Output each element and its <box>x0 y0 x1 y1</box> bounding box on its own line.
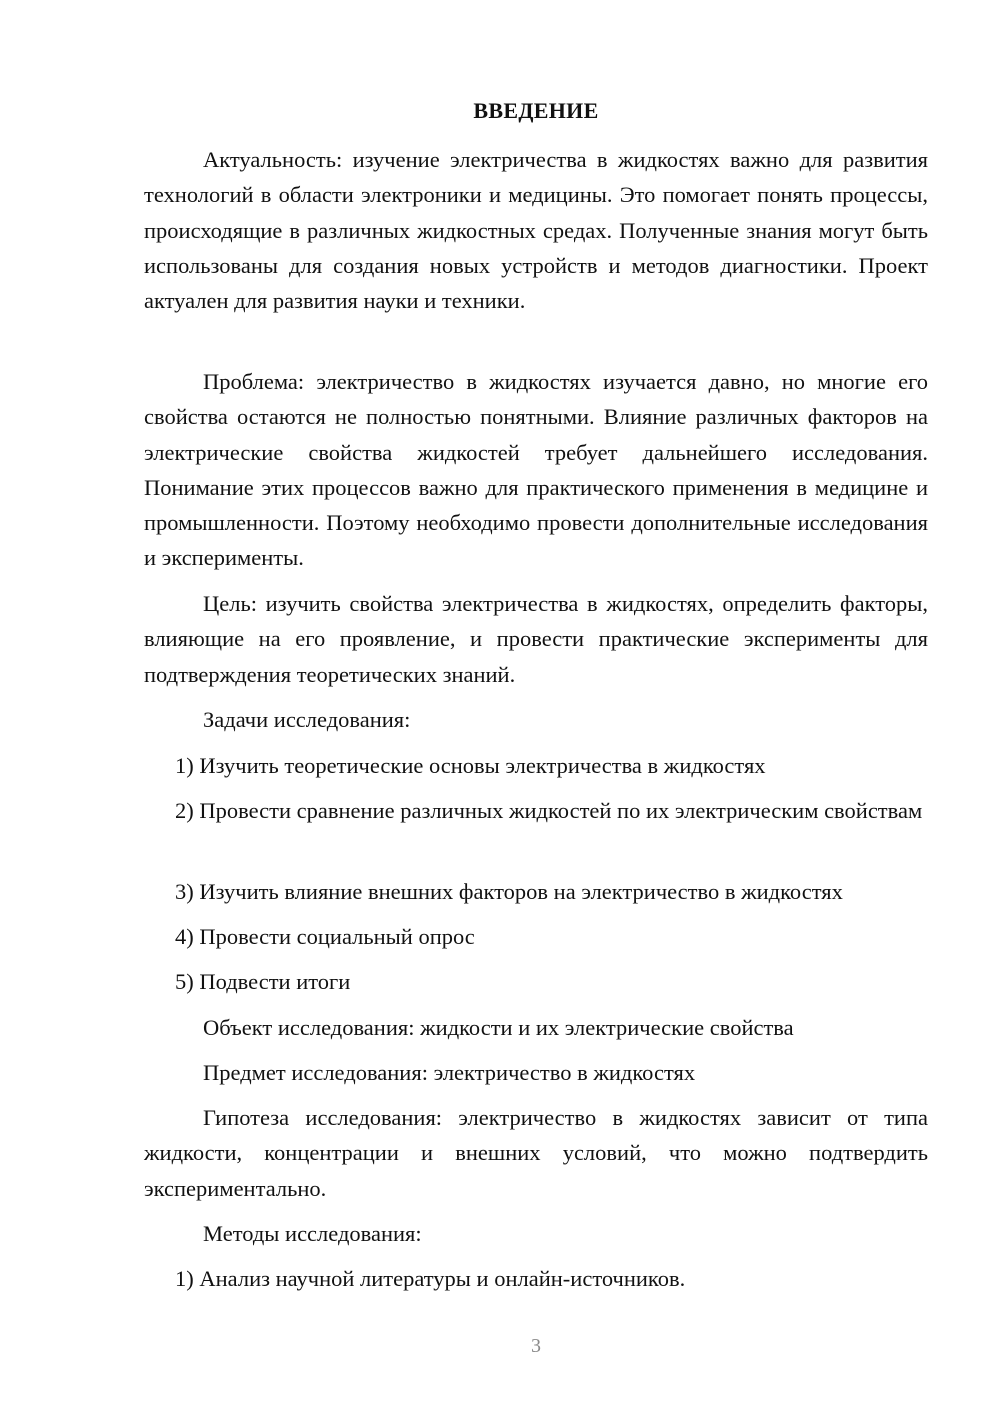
relevance-paragraph: Актуальность: изучение электричества в жидкостях важно для развития технологий в области электроники и медицины. Это помогает понять процессы, происходящие в различных жидкостных средах. Полученные знания могут быть использованы для создания новых устройств и методов диагностики. Проект актуален для развития науки и техники. <box>144 147 928 314</box>
hypothesis-paragraph: Гипотеза исследования: электричество в жидкостях зависит от типа жидкости, концентрации и внешних условий, что можно подтвердить экспериментально. <box>144 1105 928 1201</box>
task-item-4: 4) Провести социальный опрос <box>175 924 475 949</box>
section-title: ВВЕДЕНИЕ <box>473 98 599 123</box>
page-number: 3 <box>531 1335 541 1357</box>
task-item-1: 1) Изучить теоретические основы электричества в жидкостях <box>175 753 766 778</box>
task-item-5: 5) Подвести итоги <box>175 969 351 994</box>
object-paragraph: Объект исследования: жидкости и их электрические свойства <box>203 1015 794 1040</box>
method-item-1: 1) Анализ научной литературы и онлайн-источников. <box>175 1266 686 1291</box>
task-item-2: 2) Провести сравнение различных жидкостей по их электрическим свойствам <box>175 798 923 823</box>
goal-paragraph: Цель: изучить свойства электричества в жидкостях, определить факторы, влияющие на его проявление, и провести практические эксперименты для подтверждения теоретических знаний. <box>144 591 928 687</box>
task-item-3: 3) Изучить влияние внешних факторов на электричество в жидкостях <box>175 879 843 904</box>
methods-heading: Методы исследования: <box>203 1221 422 1246</box>
tasks-heading: Задачи исследования: <box>203 707 411 732</box>
subject-paragraph: Предмет исследования: электричество в жидкостях <box>203 1060 696 1085</box>
problem-paragraph: Проблема: электричество в жидкостях изучается давно, но многие его свойства остаются не полностью понятными. Влияние различных факторов на электрические свойства жидкостей требует дальнейшего исследования. Понимание этих процессов важно для практического применения в медицине и промышленности. Поэтому необходимо провести дополнительные исследования и эксперименты. <box>144 369 928 571</box>
